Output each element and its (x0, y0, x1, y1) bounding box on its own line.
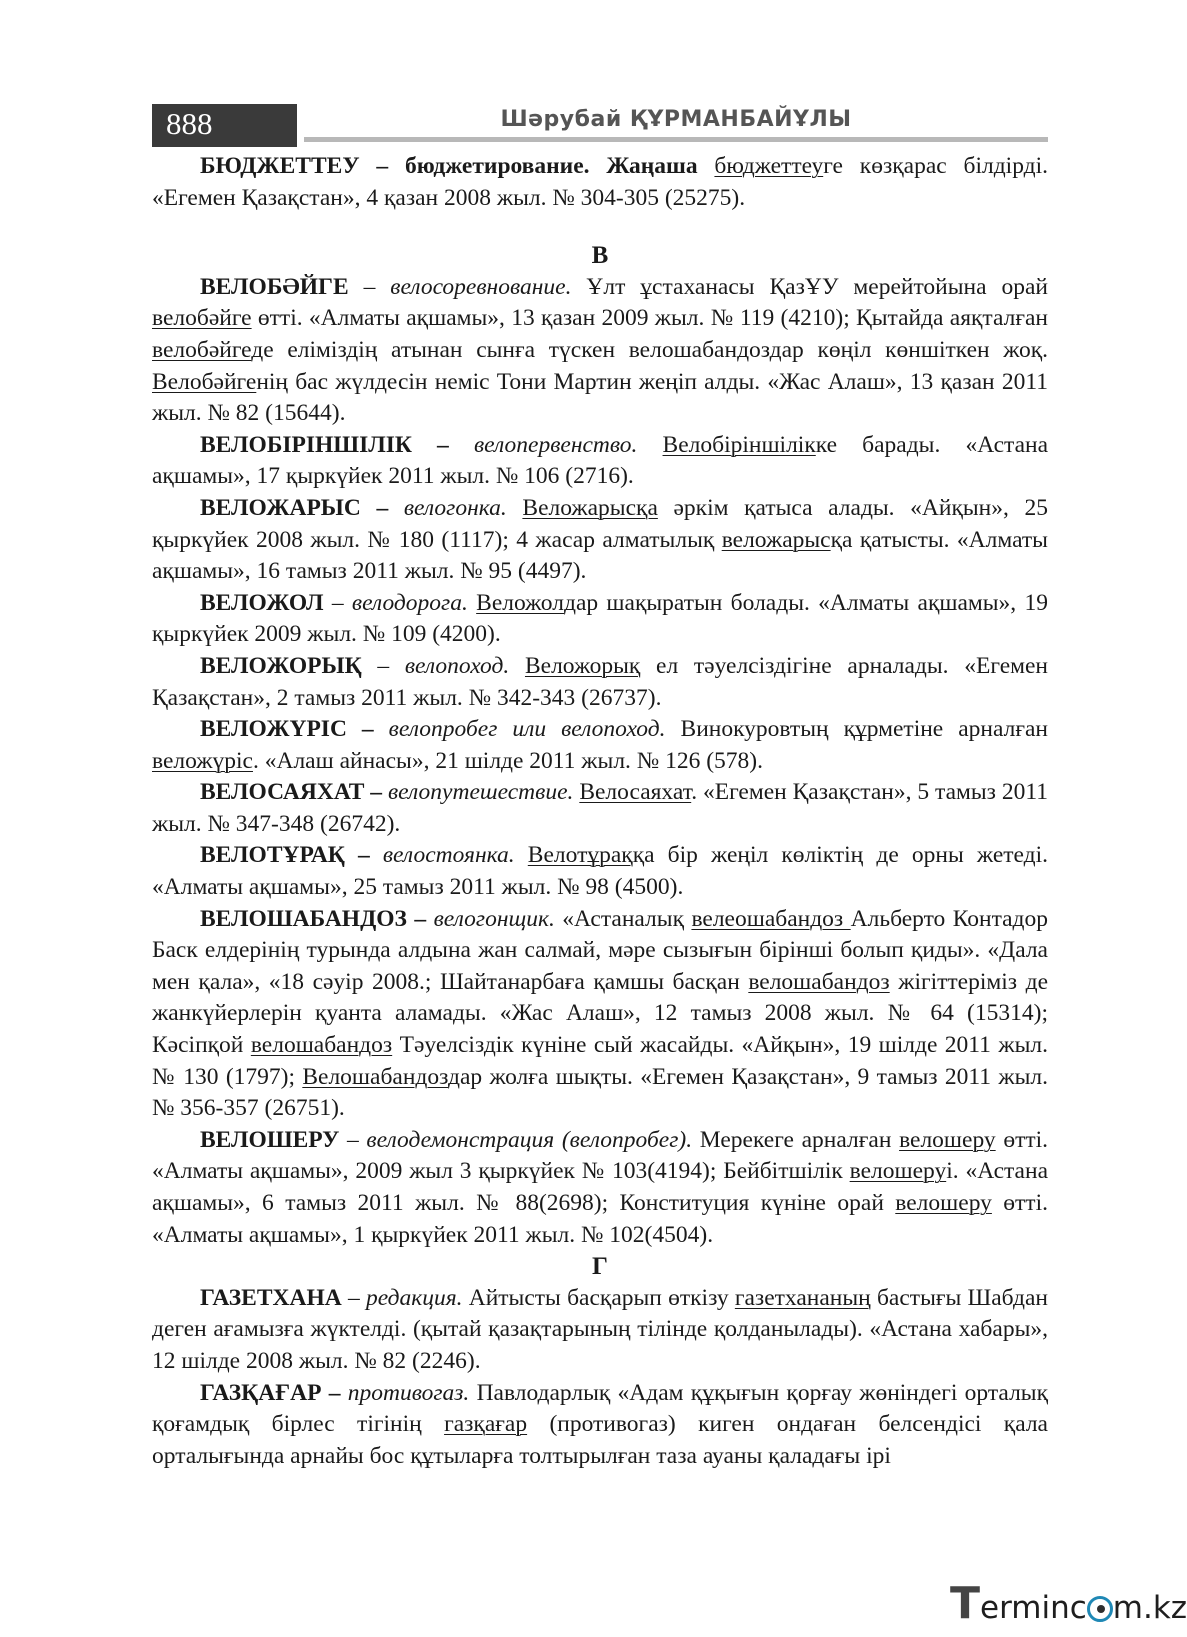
entry-text: Ұлт ұстаханасы ҚазҰУ мерейтойына орай (571, 273, 1048, 300)
dictionary-entry (152, 1283, 1048, 1378)
entry-translation: велостоянка. (382, 842, 515, 869)
entry-text: (противогаз) киген ондаған белсендісі қала орталығында арнайы бос құтыларға толтырылған таза ауаны қаладағы ірі (152, 1411, 1048, 1469)
usage-word: велеошабандоз (691, 905, 851, 932)
entry-text (698, 153, 715, 179)
entry-headword: ВЕЛОШАБАНДОЗ – (200, 905, 427, 932)
entry-text (507, 495, 523, 521)
dictionary-entry (152, 777, 1048, 840)
section-gap (152, 214, 1048, 240)
usage-word: Веложарысқа (522, 494, 658, 521)
entry-text (340, 1380, 347, 1406)
dictionary-entry (152, 651, 1048, 714)
usage-word: велошеру (895, 1190, 992, 1216)
watermark-middle: erminc (980, 1590, 1087, 1626)
entry-text: «Астаналық (554, 905, 692, 932)
entry-text: өтті. «Алматы ақшамы», 2009 жыл 3 қыркүйек № 103(4194); Бейбітшілік (152, 1126, 1049, 1185)
dictionary-entry (152, 272, 1048, 430)
entry-text: ге көзқарас білдірді. «Егемен Қазақстан», 4 қазан 2008 жыл. № 304-305 (25275). (152, 153, 1048, 211)
entry-headword: ВЕЛОТҰРАҚ – (200, 842, 370, 869)
entry-text: – (323, 589, 352, 616)
globe-icon (1087, 1596, 1113, 1622)
watermark-logo (950, 1578, 1187, 1629)
usage-word: велошабандоз (250, 1032, 393, 1059)
entry-text: – (339, 1126, 367, 1153)
section-letter: В (591, 242, 609, 270)
usage-word: Велобіріншілік (662, 431, 816, 458)
entry-text: і. «Астана ақшамы», 6 тамыз 2011 жыл. № 88(2698); Конституция күніне орай (152, 1158, 1048, 1216)
dictionary-entry (152, 588, 1048, 651)
usage-word: Велобәйге (152, 368, 257, 395)
entry-text: Альберто Контадор Баск елдерінің турында алдына жан салмай, мәре сызығын бірінші болып қиды». «Дала мен қала», «18 сәуір 2008.; Шайтанарбаға қамшы басқан (152, 905, 1049, 995)
entry-text: Тәуелсіздік күніне сый жасайды. «Айқын», 19 шілде 2011 жыл. № 130 (1797); (152, 1032, 1048, 1090)
usage-word: велошеру (849, 1158, 947, 1185)
entry-text: де еліміздің атынан сынға түскен велошабандоздар көңіл көншіткен жоқ. (251, 336, 1048, 363)
usage-word: Веложорық (524, 652, 641, 679)
usage-word: газетхананың (734, 1284, 871, 1311)
watermark-suffix: m.kz (1112, 1590, 1187, 1626)
entry-text (426, 906, 433, 932)
entry-translation: велодорога. (351, 589, 468, 616)
dictionary-entry (152, 430, 1048, 493)
entry-translation: редакция. (365, 1284, 463, 1311)
dictionary-body (152, 151, 1048, 1472)
usage-word: газқағар (444, 1411, 528, 1438)
entry-text (515, 842, 528, 868)
entry-text: бастығы Шабдан деген ағамызға жүктелді. (қытай қазақтарының тілінде қолданылады). «Астана хабары», 12 шілде 2008 жыл. № 82 (2246). (152, 1284, 1048, 1374)
entry-text: әркім қатыса алады. «Айқын», 25 қыркүйек 2008 жыл. № 180 (1117); 4 жасар алматылық (152, 494, 1048, 553)
entry-text: өтті. «Алматы ақшамы», 13 қазан 2009 жыл. № 119 (4210); Қытайда аяқталған (251, 305, 1048, 332)
entry-headword: ВЕЛОЖОЛ (200, 589, 324, 616)
entry-text (449, 432, 474, 458)
entry-text (370, 842, 383, 868)
usage-word: Веложол (476, 589, 564, 616)
dictionary-entry (152, 1378, 1048, 1473)
page-number: 888 (152, 104, 297, 144)
entry-text: қа бір жеңіл көліктің де орны жетеді. «Алматы ақшамы», 25 тамыз 2011 жыл. № 98 (4500). (152, 842, 1049, 901)
usage-word: Велотұрақ (527, 842, 633, 869)
entry-text: нің бас жүлдесін неміс Тони Мартин жеңіп алды. «Жас Алаш», 13 қазан 2011 жыл. № 82 (15644). (152, 368, 1048, 427)
dictionary-entry (152, 714, 1048, 777)
usage-word: велошеру (899, 1126, 996, 1153)
entry-text: жігіттеріміз де жанкүйерлерін қуанта аламады. «Жас Алаш», 12 тамыз 2008 жыл. № 64 (15314); Кәсіпқой (152, 968, 1048, 1059)
dictionary-entry (152, 151, 1048, 214)
usage-word: велошабандоз (748, 968, 890, 995)
entry-text: Павлодарлық «Адам құқығын қорғау жөніндегі орталық қоғамдық бірлес тігінің (152, 1379, 1048, 1438)
entry-headword: ВЕЛОЖҮРІС – (200, 716, 374, 743)
entry-headword: ВЕЛОЖАРЫС – (200, 494, 389, 521)
watermark-prefix: T (950, 1578, 981, 1629)
usage-word: велобәйге (152, 305, 252, 332)
entry-translation: велодемонстрация (велопробег). (366, 1126, 693, 1153)
entry-text: . «Егемен Қазақстан», 5 тамыз 2011 жыл. № 347-348 (26742). (152, 779, 1048, 837)
usage-word: веложарыс (721, 526, 831, 553)
entry-text: Винокуровтың құрметіне арналған (665, 716, 1049, 743)
entry-text: Айтысты басқарып өткізу (462, 1284, 735, 1311)
entry-text: дар шақыратын болады. «Алматы ақшамы», 19 қыркүйек 2009 жыл. № 109 (4200). (152, 589, 1048, 648)
entry-text: өтті. «Алматы ақшамы», 1 қыркүйек 2011 жыл. № 102(4504). (152, 1190, 1048, 1248)
usage-word: Велошабандоз (302, 1063, 448, 1090)
dictionary-entry (152, 840, 1048, 903)
entry-translation: велопервенство. (473, 431, 638, 458)
entry-headword: ВЕЛОЖОРЫҚ (200, 652, 362, 679)
entry-translation: велосоревнование. (390, 273, 572, 300)
section-letter: Г (592, 1253, 608, 1281)
entry-text: – (348, 273, 391, 300)
entry-translation: велогонка. (403, 494, 507, 521)
entry-text (637, 432, 662, 458)
entry-text (388, 495, 404, 521)
entry-text (509, 653, 525, 679)
entry-text: – (341, 1284, 366, 1311)
entry-text: қа қатысты. «Алматы ақшамы», 16 тамыз 2011 жыл. № 95 (4497). (152, 526, 1048, 585)
entry-text (468, 590, 476, 616)
header-rule (304, 137, 1048, 142)
entry-headword: ВЕЛОШЕРУ (200, 1126, 340, 1153)
usage-word: бюджеттеу (714, 153, 824, 179)
entry-headword: ВЕЛОСАЯХАТ – (200, 779, 383, 806)
usage-word: Велосаяхат (579, 779, 692, 806)
dictionary-entry (152, 1125, 1048, 1251)
entry-text: ел тәуелсіздігіне арналады. «Егемен Қазақстан», 2 тамыз 2011 жыл. № 342-343 (26737). (152, 652, 1049, 711)
dictionary-entry (152, 493, 1048, 588)
entry-headword: ВЕЛОБӘЙГЕ (200, 273, 349, 300)
entry-headword: ВЕЛОБІРІНШІЛІК – (200, 431, 449, 458)
entry-text: Мерекеге арналған (692, 1126, 900, 1153)
entry-translation: велопоход. (404, 652, 510, 679)
entry-text: дар жолға шықты. «Егемен Қазақстан», 9 тамыз 2011 жыл. № 356-357 (26751). (152, 1063, 1048, 1122)
entry-headword: ГАЗҚАҒАР – (200, 1379, 341, 1406)
dictionary-entry (152, 904, 1048, 1125)
usage-word: веложүріс (152, 747, 253, 774)
entry-headword: ГАЗЕТХАНА (200, 1284, 342, 1311)
entry-text: . «Алаш айнасы», 21 шілде 2011 жыл. № 126 (578). (252, 747, 764, 774)
page-number-rule (152, 144, 297, 147)
usage-word: велобәйге (152, 336, 252, 363)
entry-translation: велопутешествие. (387, 779, 574, 806)
page-header (152, 104, 1048, 148)
entry-text: – (361, 652, 405, 679)
entry-translation: велопробег или велопоход. (388, 716, 666, 743)
entry-translation: велогонщик. (433, 905, 555, 932)
entry-text: ке барады. «Астана ақшамы», 17 қыркүйек 2011 жыл. № 106 (2716). (152, 431, 1049, 490)
entry-translation: противогаз. (347, 1379, 470, 1406)
entry-text (374, 716, 389, 742)
entry-headword: БЮДЖЕТТЕУ – бюджетирование. Жаңаша (200, 153, 698, 179)
running-title: Шәрубай ҚҰРМАНБАЙҰЛЫ (500, 107, 852, 132)
